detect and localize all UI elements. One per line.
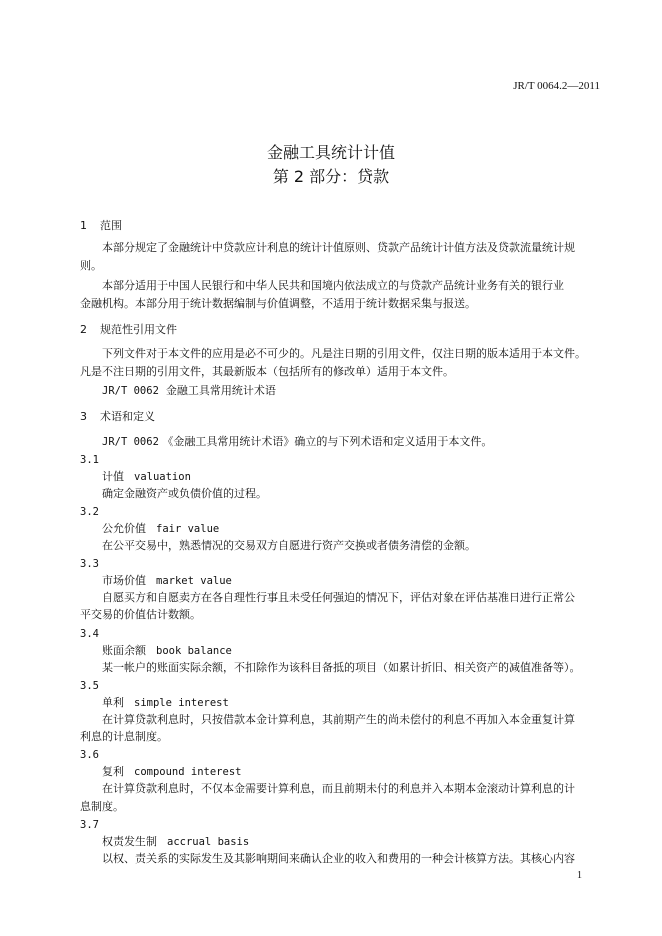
section-number: 3 — [80, 410, 87, 423]
term-english: simple interest — [134, 697, 229, 709]
terms-intro — [102, 435, 492, 449]
section-number: 2 — [80, 323, 87, 336]
term-number: 3.3 — [80, 558, 99, 570]
reference-title: 金融工具常用统计术语 — [165, 384, 276, 397]
term-chinese: 账面余额 — [102, 644, 146, 657]
section-heading-terms — [80, 410, 155, 424]
document-title: 金融工具统计计值 — [266, 143, 395, 162]
term-number: 3.1 — [80, 454, 99, 466]
term-number: 3.5 — [80, 680, 99, 692]
section-heading-normative-references — [80, 323, 177, 337]
term-definition-continued: 息制度。 — [80, 800, 124, 813]
term-definition: 以权、责关系的实际发生及其影响期间来确认企业的收入和费用的一种会计核算方法。其核心内容 — [102, 852, 575, 865]
term-english: fair value — [156, 523, 220, 535]
section-heading-scope — [80, 219, 122, 233]
term-definition: 在公平交易中，熟悉情况的交易双方自愿进行资产交换或者债务清偿的金额。 — [102, 539, 476, 552]
term-heading — [102, 644, 232, 658]
paragraph-line: 下列文件对于本文件的应用是必不可少的。凡是注日期的引用文件，仅注日期的版本适用于本文件。 — [102, 347, 586, 360]
term-english: accrual basis — [167, 836, 250, 848]
term-english: compound interest — [134, 766, 242, 778]
term-number: 3.4 — [80, 628, 99, 640]
term-english: book balance — [156, 645, 232, 657]
reference-entry — [102, 384, 276, 398]
term-english: valuation — [134, 471, 191, 483]
term-definition-continued: 利息的计息制度。 — [80, 730, 168, 743]
term-heading — [102, 522, 219, 536]
reference-code: JR/T 0062 — [102, 436, 159, 448]
term-chinese: 市场价值 — [102, 574, 146, 587]
term-definition: 确定金融资产或负债价值的过程。 — [102, 487, 267, 500]
term-heading — [102, 574, 232, 588]
term-chinese: 复利 — [102, 765, 124, 778]
paragraph-line: 金融机构。本部分用于统计数据编制与价值调整，不适用于统计数据采集与报送。 — [80, 297, 476, 310]
section-title: 规范性引用文件 — [100, 323, 177, 336]
term-definition: 在计算贷款利息时，只按借款本金计算利息，其前期产生的尚未偿付的利息不再加入本金重复计算 — [102, 713, 575, 726]
terms-intro-text: 《金融工具常用统计术语》确立的与下列术语和定义适用于本文件。 — [162, 435, 493, 448]
paragraph-line: 本部分适用于中国人民银行和中华人民共和国境内依法成立的与贷款产品统计业务有关的银行业 — [102, 279, 564, 292]
section-title: 范围 — [100, 219, 122, 232]
document-subtitle: 第 2 部分：贷款 — [272, 167, 390, 186]
term-definition-continued: 平交易的价值估计数额。 — [80, 608, 201, 621]
paragraph-line: 则。 — [80, 259, 102, 272]
term-english: market value — [156, 575, 232, 587]
reference-code: JR/T 0062 — [102, 385, 159, 397]
section-number: 1 — [80, 219, 87, 232]
term-number: 3.2 — [80, 506, 99, 518]
term-definition: 某一帐户的账面实际余额，不扣除作为该科目备抵的项目（如累计折旧、相关资产的减值准备等）。 — [102, 661, 581, 674]
term-chinese: 权责发生制 — [102, 835, 157, 848]
term-heading — [102, 696, 229, 710]
paragraph-line: 凡是不注日期的引用文件，其最新版本（包括所有的修改单）适用于本文件。 — [80, 365, 454, 378]
term-definition: 在计算贷款利息时，不仅本金需要计算利息，而且前期未付的利息并入本期本金滚动计算利息的计 — [102, 782, 575, 795]
term-chinese: 公允价值 — [102, 522, 146, 535]
page-number: 1 — [577, 870, 582, 881]
term-definition: 自愿买方和自愿卖方在各自理性行事且未受任何强迫的情况下，评估对象在评估基准日进行正常公 — [102, 591, 575, 604]
section-title: 术语和定义 — [100, 410, 155, 423]
term-number: 3.7 — [80, 819, 99, 831]
term-number: 3.6 — [80, 749, 99, 761]
term-heading — [102, 835, 249, 849]
term-chinese: 计值 — [102, 470, 124, 483]
paragraph-line: 本部分规定了金融统计中贷款应计利息的统计计值原则、贷款产品统计计值方法及贷款流量统计规 — [102, 241, 575, 254]
term-heading — [102, 765, 241, 779]
term-chinese: 单利 — [102, 696, 124, 709]
term-heading — [102, 470, 191, 484]
standard-number: JR/T 0064.2—2011 — [513, 80, 600, 92]
